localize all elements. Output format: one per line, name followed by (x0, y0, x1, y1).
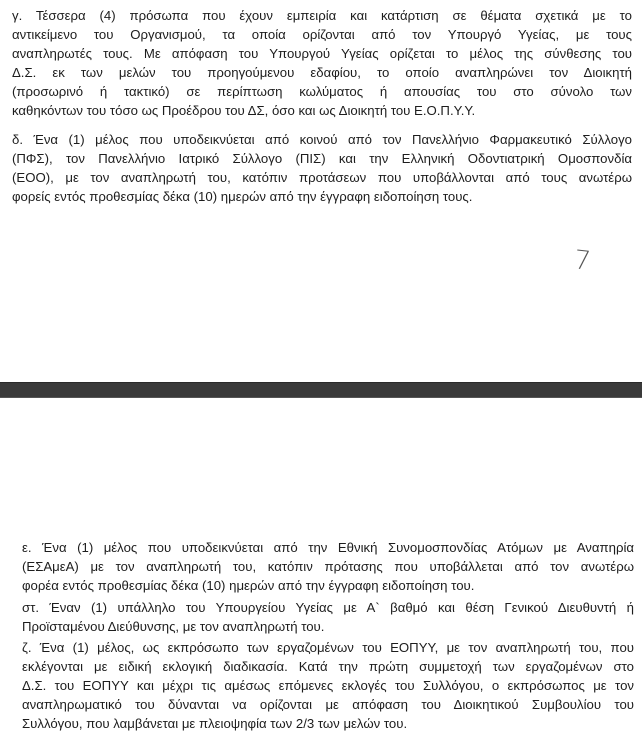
paragraph-gamma (12, 6, 632, 120)
text-line: αναπληρωτές τους. Με απόφαση του Υπουργού Υγείας ορίζεται το μέλος της σύνθεσης του (12, 46, 632, 61)
text-line: (ΠΦΣ), τον Πανελλήνιο Ιατρικό Σύλλογο (ΠΙΣ) και την Ελληνική Οδοντιατρική Ομοσπονδία (12, 151, 632, 166)
text-line: γ. Τέσσερα (4) πρόσωπα που έχουν εμπειρία και κατάρτιση σε θέματα σχετικά με το (12, 8, 632, 23)
paragraph-epsilon (22, 538, 634, 595)
text-line: εκλέγονται με ειδική εκλογική διαδικασία. Κατά την πρώτη συμμετοχή των εργαζομένων στο (22, 659, 634, 674)
page-separator (0, 382, 642, 398)
paragraph-zeta (22, 638, 634, 733)
text-line: Δ.Σ. του ΕΟΠΥΥ και μέχρι τις αμέσως επόμενες εκλογές του Συλλόγου, ο εκπρόσωπος με τον (22, 678, 634, 693)
text-line: Προϊσταμένου Διεύθυνσης, με τον αναπληρωτή του. (22, 619, 325, 634)
text-line: αναπληρωματικό του δύνανται να ορίζονται με απόφαση του Διοικητικού Συμβουλίου του (22, 697, 634, 712)
paragraph-delta (12, 130, 632, 206)
text-line: φορέα εντός προθεσμίας δέκα (10) ημερών από την έγγραφη ειδοποίηση του. (22, 578, 475, 593)
text-line: καθηκόντων του τόσο ως Προέδρου του ΔΣ, όσο και ως Διοικητή του Ε.Ο.Π.Υ.Υ. (12, 103, 476, 118)
text-line: (ΕΣΑμεΑ) με τον αναπληρωτή του, κατόπιν πρότασης που υποβάλλεται από τον ανωτέρω (22, 559, 634, 574)
text-line: (ΕΟΟ), με τον αναπληρωτή του, κατόπιν προτάσεων που υποβάλλονται από τους ανωτέρω (12, 170, 632, 185)
text-line: ζ. Ένα (1) μέλος, ως εκπρόσωπο των εργαζομένων του ΕΟΠΥΥ, με τον αναπληρωτή του, που (22, 640, 634, 655)
text-line: φορείς εντός προθεσμίας δέκα (10) ημερών από την έγγραφη ειδοποίηση τους. (12, 189, 473, 204)
text-line: Συλλόγου, που λαμβάνεται με πλειοψηφία των 2/3 των μελών του. (22, 716, 408, 731)
text-line: δ. Ένα (1) μέλος που υποδεικνύεται από κοινού από τον Πανελλήνιο Φαρμακευτικό Σύλλογο (12, 132, 632, 147)
text-line: αντικείμενο του Οργανισμού, τα οποία ορίζονται από τον Υπουργό Υγείας, με τους (12, 27, 632, 42)
text-line: Δ.Σ. εκ των μελών του προηγούμενου εδαφίου, το οποίο αναπληρώνει τον Διοικητή (12, 65, 632, 80)
document-page-bottom (0, 398, 642, 753)
text-line: (προσωρινό ή τακτικό) σε περίπτωση κωλύματος ή απουσίας του στο σύνολο των (12, 84, 632, 99)
paragraph-st (22, 598, 634, 636)
page-number: 7 (572, 245, 593, 277)
text-line: ε. Ένα (1) μέλος που υποδεικνύεται από την Εθνική Συνομοσπονδίας Ατόμων με Αναπηρία (22, 540, 634, 555)
text-line: στ. Έναν (1) υπάλληλο του Υπουργείου Υγείας με Α` βαθμό και θέση Γενικού Διευθυντή ή (22, 600, 634, 615)
